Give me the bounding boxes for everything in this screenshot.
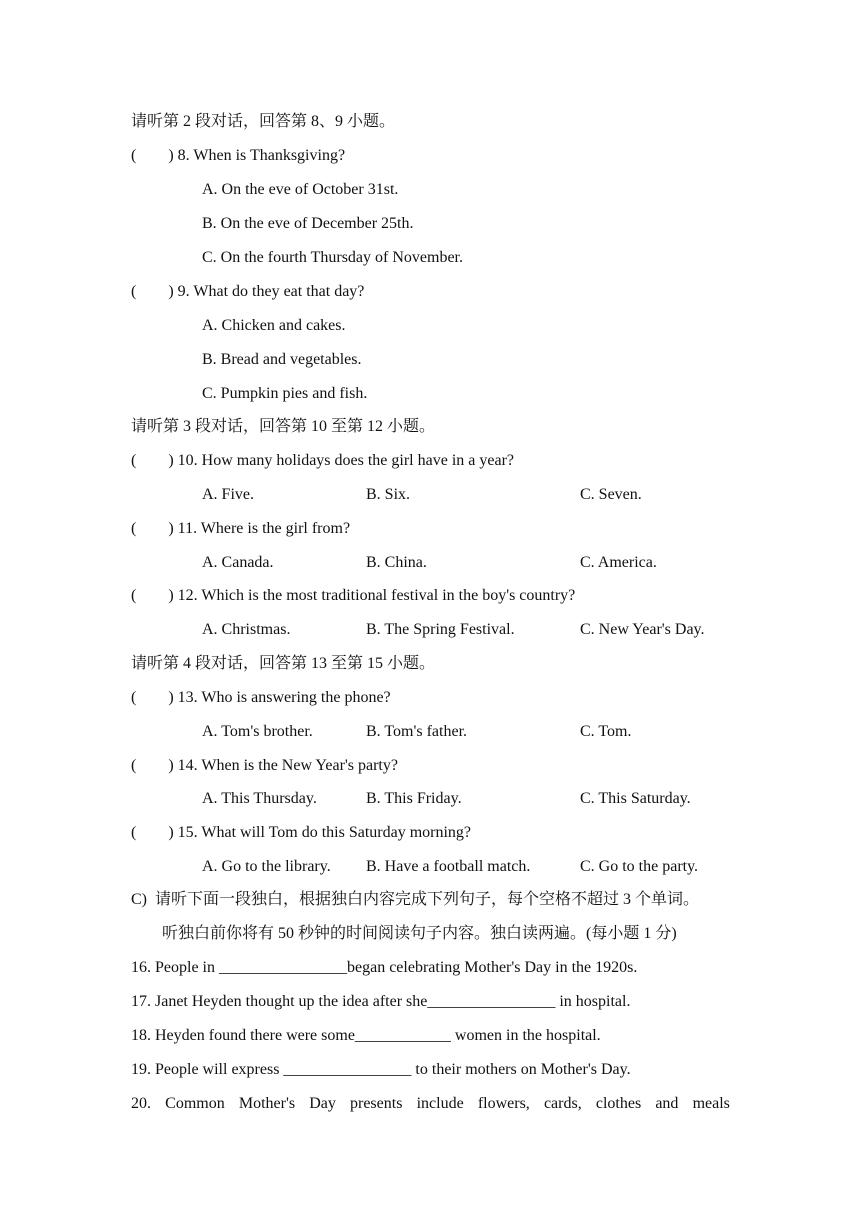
section-2-heading: 请听第 2 段对话，回答第 8、9 小题。 — [131, 113, 396, 130]
question-8-option-b: B. On the eve of December 25th. — [202, 215, 414, 232]
question-14-option-b: B. This Friday. — [366, 790, 462, 807]
question-9-option-b: B. Bread and vegetables. — [202, 351, 362, 368]
question-15-option-c: C. Go to the party. — [580, 858, 699, 875]
section-4-heading: 请听第 4 段对话，回答第 13 至第 15 小题。 — [131, 655, 436, 672]
question-8-option-a: A. On the eve of October 31st. — [202, 181, 399, 198]
question-10-option-a: A. Five. — [202, 486, 254, 503]
part-c-instruction: C) 请听下面一段独白，根据独白内容完成下列句子，每个空格不超过 3 个单词。 — [131, 891, 700, 908]
item-20-word: 20. — [131, 1095, 151, 1112]
question-11-option-a: A. Canada. — [202, 554, 274, 571]
question-9-option-c: C. Pumpkin pies and fish. — [202, 385, 368, 402]
item-20-word: presents — [350, 1095, 403, 1112]
question-15-option-b: B. Have a football match. — [366, 858, 531, 875]
section-3-heading: 请听第 3 段对话，回答第 10 至第 12 小题。 — [131, 418, 436, 435]
fill-blank-16: 16. People in ________________began celebrating Mother's Day in the 1920s. — [131, 959, 638, 976]
fill-blank-18: 18. Heyden found there were some____________ women in the hospital. — [131, 1027, 601, 1044]
question-11-option-c: C. America. — [580, 554, 657, 571]
item-20-word: Common — [165, 1095, 225, 1112]
question-13-stem: ( ) 13. Who is answering the phone? — [131, 689, 391, 706]
item-20-word: clothes — [595, 1095, 642, 1112]
fill-blank-19: 19. People will express ________________ to their mothers on Mother's Day. — [131, 1061, 631, 1078]
question-9-option-a: A. Chicken and cakes. — [202, 317, 346, 334]
question-12-option-a: A. Christmas. — [202, 621, 291, 638]
question-8-option-c: C. On the fourth Thursday of November. — [202, 249, 463, 266]
question-8-stem: ( ) 8. When is Thanksgiving? — [131, 147, 346, 164]
fill-blank-20 — [131, 1094, 730, 1114]
item-20-word: Day — [309, 1095, 336, 1112]
question-14-stem: ( ) 14. When is the New Year's party? — [131, 757, 398, 774]
question-11-option-b: B. China. — [366, 554, 427, 571]
question-10-stem: ( ) 10. How many holidays does the girl have in a year? — [131, 452, 515, 469]
question-11-stem: ( ) 11. Where is the girl from? — [131, 520, 351, 537]
question-10-option-c: C. Seven. — [580, 486, 642, 503]
question-13-option-c: C. Tom. — [580, 723, 632, 740]
question-15-stem: ( ) 15. What will Tom do this Saturday morning? — [131, 824, 472, 841]
question-13-option-a: A. Tom's brother. — [202, 723, 313, 740]
question-14-option-a: A. This Thursday. — [202, 790, 317, 807]
item-20-word: cards, — [543, 1095, 582, 1112]
item-20-word: include — [416, 1095, 464, 1112]
item-20-word: meals — [692, 1095, 730, 1112]
question-13-option-b: B. Tom's father. — [366, 723, 468, 740]
question-12-option-c: C. New Year's Day. — [580, 621, 705, 638]
question-12-option-b: B. The Spring Festival. — [366, 621, 515, 638]
question-12-stem: ( ) 12. Which is the most traditional festival in the boy's country? — [131, 587, 576, 604]
question-9-stem: ( ) 9. What do they eat that day? — [131, 283, 365, 300]
item-20-word: Mother's — [238, 1095, 296, 1112]
fill-blank-17: 17. Janet Heyden thought up the idea after she________________ in hospital. — [131, 993, 631, 1010]
part-c-instruction-continued: 听独白前你将有 50 秒钟的时间阅读句子内容。独白读两遍。(每小题 1 分) — [162, 925, 677, 942]
question-15-option-a: A. Go to the library. — [202, 858, 331, 875]
question-14-option-c: C. This Saturday. — [580, 790, 691, 807]
item-20-word: and — [655, 1095, 679, 1112]
question-10-option-b: B. Six. — [366, 486, 411, 503]
item-20-word: flowers, — [477, 1095, 530, 1112]
